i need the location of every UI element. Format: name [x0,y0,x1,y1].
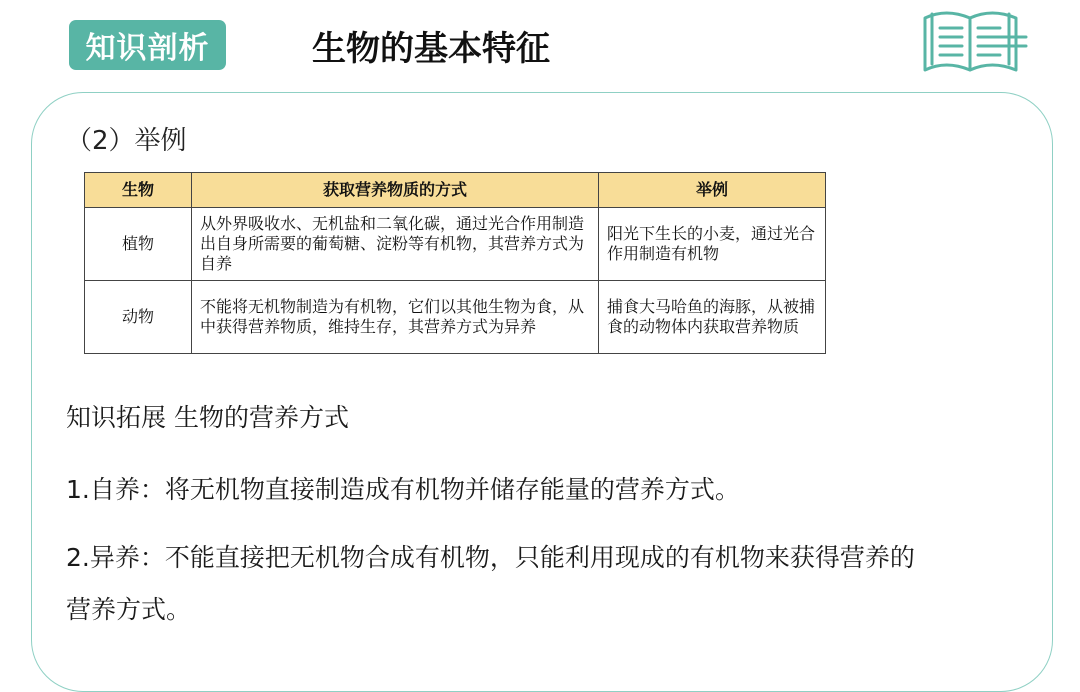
section-tag: 知识剖析 [69,20,226,70]
book-icon [918,6,1028,76]
section-subheading: （2）举例 [66,126,187,156]
example-cell: 捕食大马哈鱼的海豚，从被捕食的动物体内获取营养物质 [599,281,826,354]
table-header-row [85,173,826,208]
method-cell: 从外界吸收水、无机盐和二氧化碳，通过光合作用制造出自身所需要的葡萄糖、淀粉等有机物，其营养方式为自养 [192,208,599,281]
method-cell: 不能将无机物制造为有机物，它们以其他生物为食，从中获得营养物质，维持生存，其营养方式为异养 [192,281,599,354]
example-cell: 阳光下生长的小麦，通过光合作用制造有机物 [599,208,826,281]
organism-cell: 植物 [85,208,192,281]
table-row [85,208,826,281]
heterotroph-definition-cont: 营养方式。 [66,595,192,624]
extension-heading: 知识拓展 生物的营养方式 [66,403,349,432]
column-header-method: 获取营养物质的方式 [192,173,599,208]
table-row [85,281,826,354]
column-header-example: 举例 [599,173,826,208]
column-header-organism: 生物 [85,173,192,208]
autotroph-definition: 1.自养：将无机物直接制造成有机物并储存能量的营养方式。 [66,475,740,504]
page-title: 生物的基本特征 [312,28,550,69]
organism-cell: 动物 [85,281,192,354]
heterotroph-definition: 2.异养：不能直接把无机物合成有机物，只能利用现成的有机物来获得营养的 [66,543,915,572]
nutrition-table [84,172,826,354]
